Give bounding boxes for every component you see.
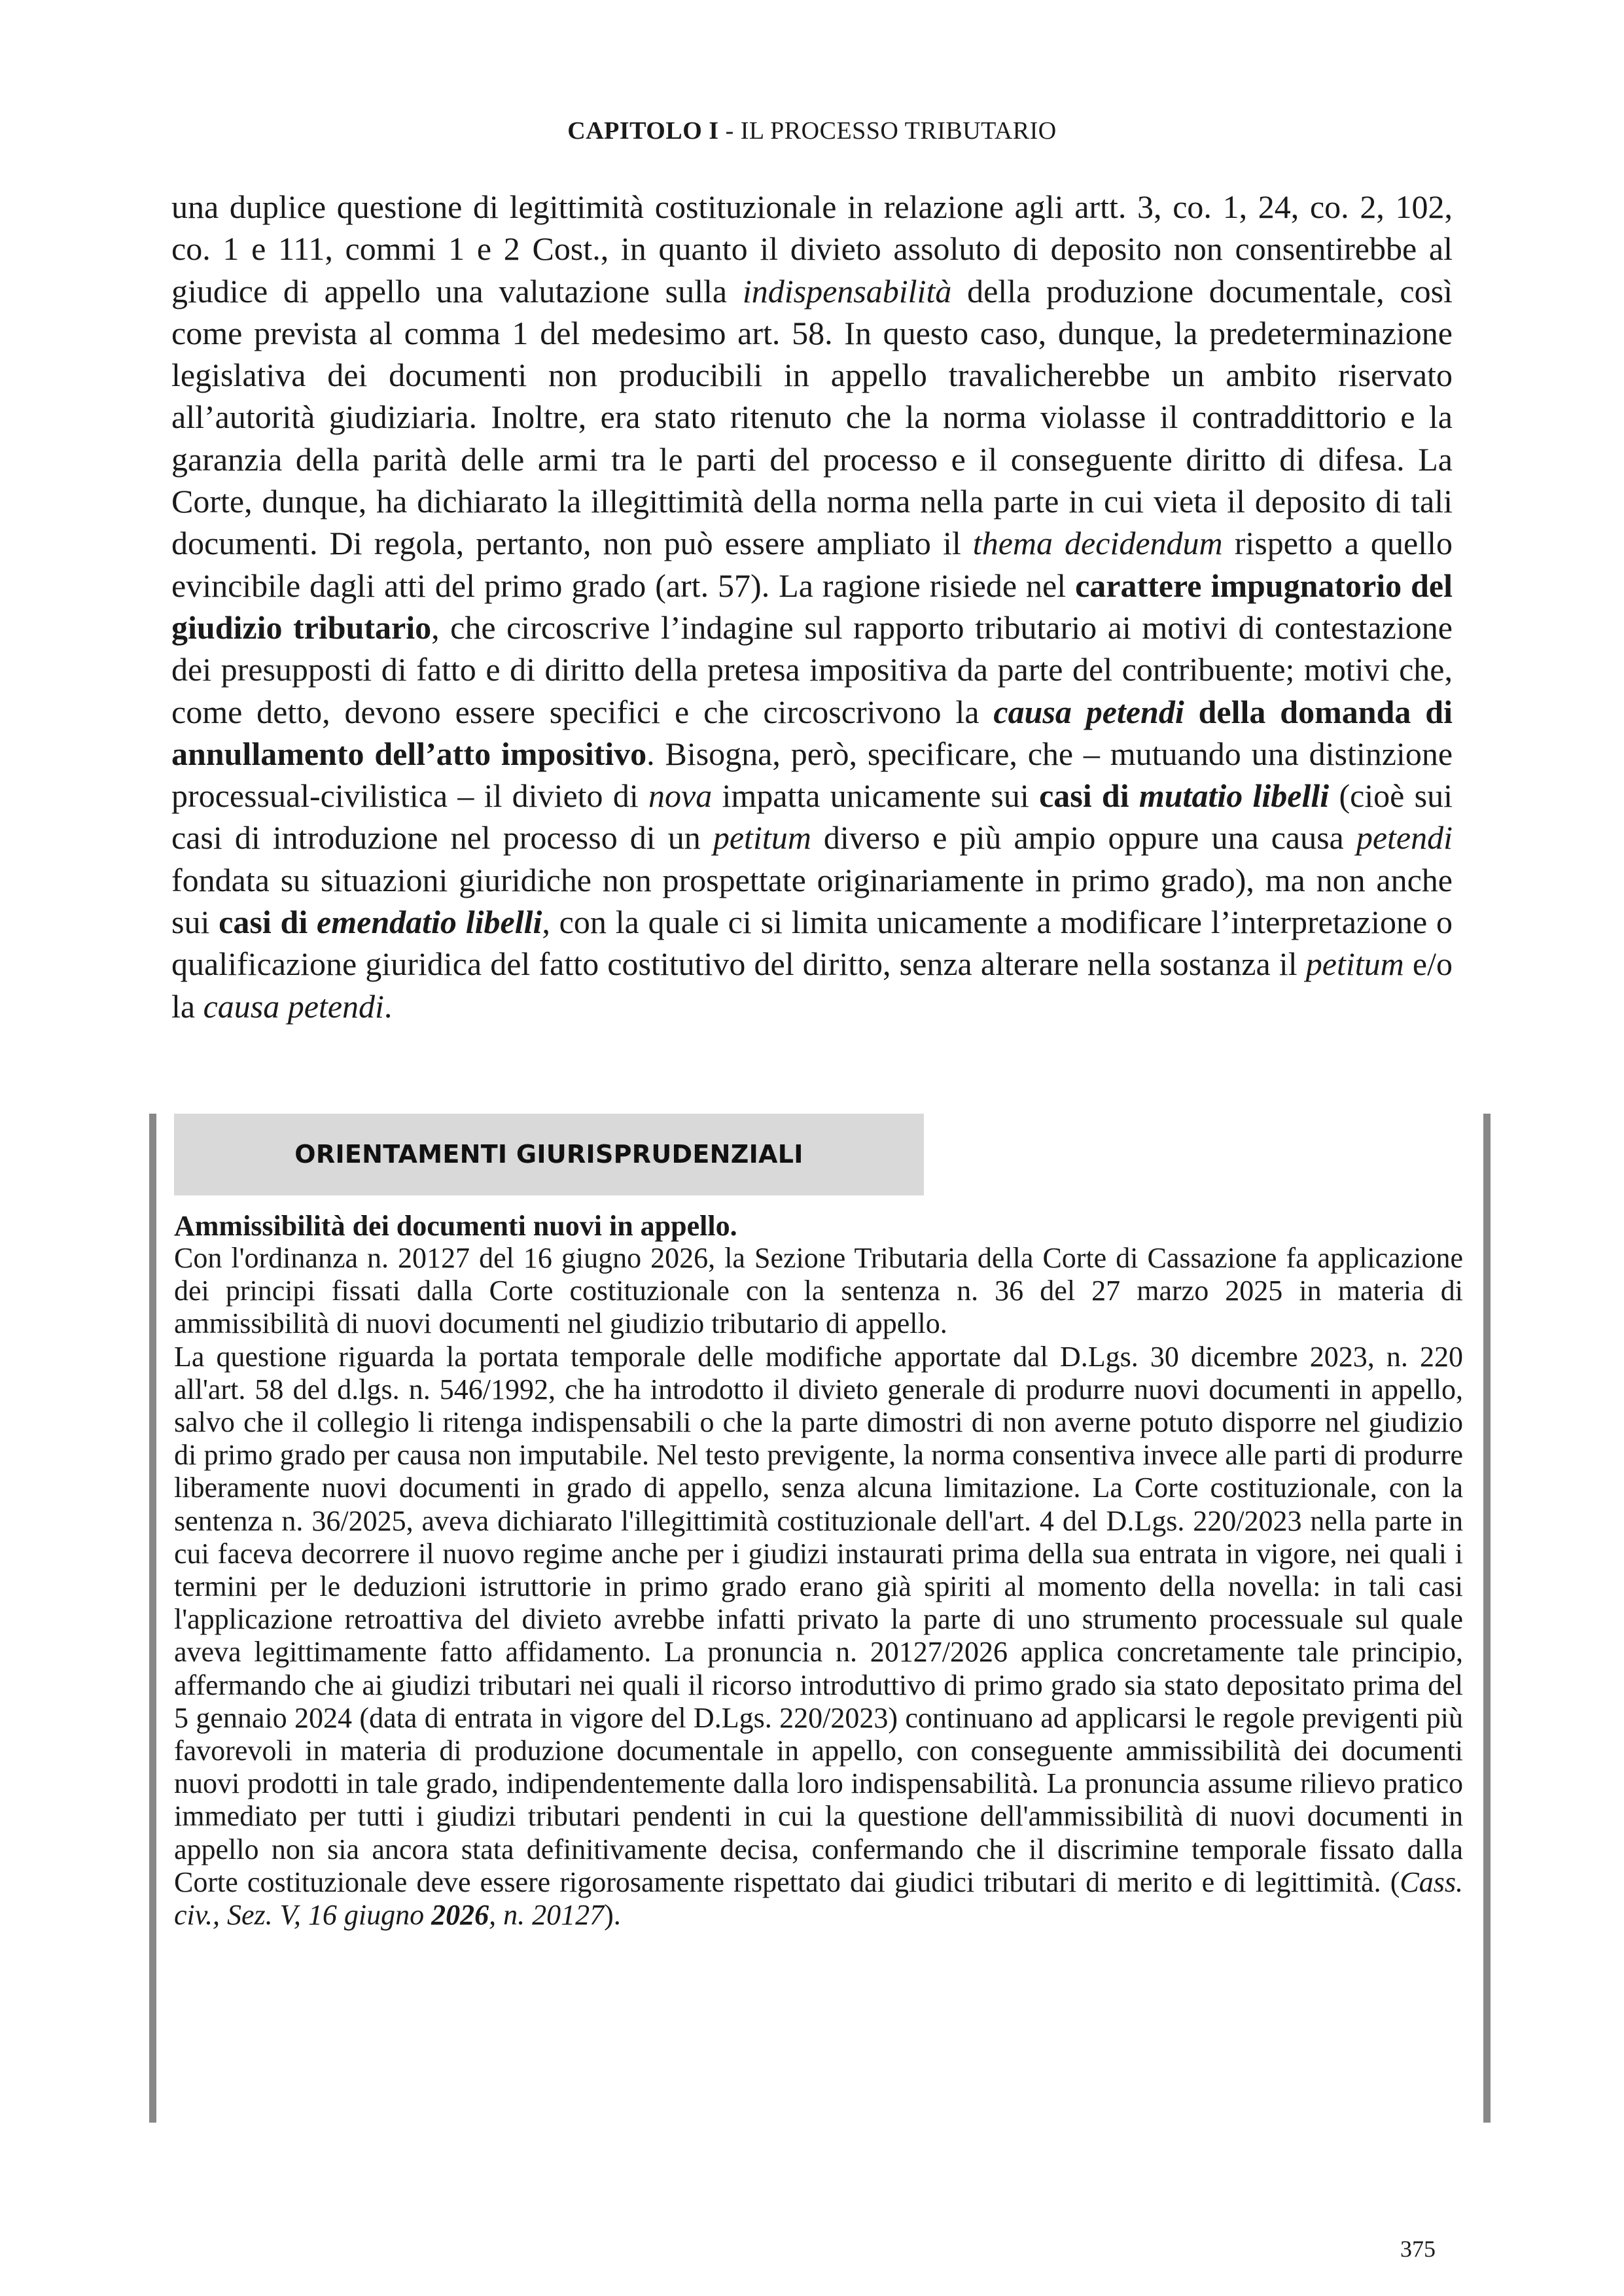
emphasis-run: petendi: [1356, 819, 1453, 857]
chapter-label: CAPITOLO I: [567, 117, 719, 145]
emphasis-run: indispensabilità: [742, 272, 952, 309]
text-run: , con la quale ci si limita unicamente a modificare l’interpretazione o qualificazione giuridica del fatto costitutivo del diritto, senza alterare nella sostanza il: [171, 904, 1453, 983]
text-run: e/o la: [171, 945, 1453, 1025]
text-run: Con l'ordinanza n. 20127 del 16 giugno 2026, la Sezione Tributaria della Corte di Cassazione fa applicazione dei principi fissati dalla Corte costituzionale con la sentenza n. 36 del 27 marzo 2025 in materia di ammissibilità di nuovi documenti nel giudizio tributario di appello.: [174, 1242, 1463, 1340]
box-label-background: [174, 1114, 924, 1195]
box-right-border: [1483, 1114, 1491, 2123]
box-text: [174, 1242, 1463, 1932]
text-run: La questione riguarda la portata temporale delle modifiche apportate dal D.Lgs. 30 dicembre 2023, n. 220 all'art. 58 del d.lgs. n. 546/1992, che ha introdotto il divieto generale di produrre nuovi documenti in appello, salvo che il collegio li ritenga indispensabili o che la parte dimostri di non averne potuto disporre nel giudizio di primo grado per causa non imputabile. Nel testo previgente, la norma consentiva invece alle parti di produrre liberamente nuovi documenti in grado di appello, senza alcuna limitazione. La Corte costituzionale, con la sentenza n. 36/2025, aveva dichiarato l'illegittimità costituzionale dell'art. 4 del D.Lgs. 220/2023 nella parte in cui faceva decorrere il nuovo regime anche per i giudizi instaurati prima della sua entrata in vigore, nei quali i termini per le deduzioni istruttorie in primo grado erano già spiriti al momento della novella: in tali casi l'applicazione retroattiva del divieto avrebbe infatti privato la parte di uno strumento processuale sul quale aveva legittimamente fatto affidamento. La pronuncia n. 20127/2026 applica concretamente tale principio, affermando che ai giudizi tributari nei quali il ricorso introduttivo di primo grado sia stato depositato prima del 5 gennaio 2024 (data di entrata in vigore del D.Lgs. 220/2023) continuano ad applicarsi le regole previgenti più favorevoli in materia di produzione documentale in appello, con conseguente ammissibilità dei documenti nuovi prodotti in tale grado, indipendentemente dalla loro indispensabilità. La pronuncia assume rilievo pratico immediato per tutti i giudizi tributari pendenti in cui la questione dell'ammissibilità di nuovi documenti in appello non sia ancora stata definitivamente decisa, confermando che il discrimine temporale fissato dalla Corte costituzionale deve essere rigorosamente rispettato dai giudici tributari di merito e di legittimità. (: [174, 1340, 1463, 1898]
emphasis-run: della domanda di annullamento dell’atto impositivo: [171, 693, 1453, 772]
emphasis-run: Cass. civ., Sez. V, 16 giugno: [174, 1865, 1463, 1932]
case-law-box: [149, 1114, 1491, 2123]
box-label: ORIENTAMENTI GIURISPRUDENZIALI: [294, 1140, 803, 1169]
text-run: impatta unicamente sui: [712, 777, 1040, 815]
text-run: fondata su situazioni giuridiche non prospettate originariamente in primo grado), ma non anche sui: [171, 861, 1453, 941]
text-run: (cioè sui casi di introduzione nel processo di un: [171, 777, 1453, 857]
emphasis-run: casi di: [219, 904, 317, 941]
text-run: della produzione documentale, così come prevista al comma 1 del medesimo art. 58. In questo caso, dunque, la predeterminazione legislativa dei documenti non producibili in appello travalicherebbe un ambito riservato all’autorità giudiziaria. Inoltre, era stato ritenuto che la norma violasse il contraddittorio e la garanzia della parità delle armi tra le parti del processo e il conseguente diritto di difesa. La Corte, dunque, ha dichiarato la illegittimità della norma nella parte in cui vieta il deposito di tali documenti. Di regola, pertanto, non può essere ampliato il: [171, 272, 1453, 562]
emphasis-run: causa petendi: [203, 987, 384, 1025]
box-left-border: [149, 1114, 156, 2123]
emphasis-run: carattere impugnatorio del giudizio tributario: [171, 567, 1453, 646]
text-run: .: [383, 987, 393, 1025]
running-header: [0, 116, 1624, 145]
text-run: rispetto a quello evincibile dagli atti del primo grado (art. 57). La ragione risiede nel: [171, 525, 1453, 604]
emphasis-run: mutatio libelli: [1139, 777, 1330, 815]
text-run: . Bisogna, però, specificare, che – mutuando una distinzione processual-civilistica – il divieto di: [171, 735, 1453, 815]
page-number: 375: [1400, 2236, 1436, 2262]
box-paragraph: [174, 1341, 1463, 1932]
chapter-title: IL PROCESSO TRIBUTARIO: [740, 117, 1057, 145]
header-separator: -: [718, 117, 741, 145]
text-run: diverso e più ampio oppure una causa: [811, 819, 1356, 857]
emphasis-run: emendatio libelli: [317, 904, 542, 941]
emphasis-run: 2026: [431, 1899, 489, 1932]
emphasis-run: casi di: [1039, 777, 1139, 815]
text-run: una duplice questione di legittimità costituzionale in relazione agli artt. 3, co. 1, 24, co. 2, 102, co. 1 e 111, commi 1 e 2 Cost., in quanto il divieto assoluto di deposito non consentirebbe al giudice di appello una valutazione sulla: [171, 188, 1453, 309]
emphasis-run: thema decidendum: [972, 525, 1223, 562]
text-run: ).: [604, 1899, 621, 1932]
box-title: Ammissibilità dei documenti nuovi in appello.: [174, 1210, 737, 1242]
emphasis-run: petitum: [713, 819, 811, 857]
box-paragraph: [174, 1242, 1463, 1341]
emphasis-run: causa petendi: [993, 693, 1184, 730]
main-paragraph: [171, 186, 1453, 1027]
emphasis-run: , n. 20127: [489, 1899, 605, 1932]
emphasis-run: nova: [648, 777, 713, 815]
text-run: , che circoscrive l’indagine sul rapporto tributario ai motivi di contestazione dei presupposti di fatto e di diritto della pretesa impositiva da parte del contribuente; motivi che, come detto, devono essere specifici e che circoscrivono la: [171, 609, 1453, 730]
emphasis-run: petitum: [1305, 945, 1404, 983]
